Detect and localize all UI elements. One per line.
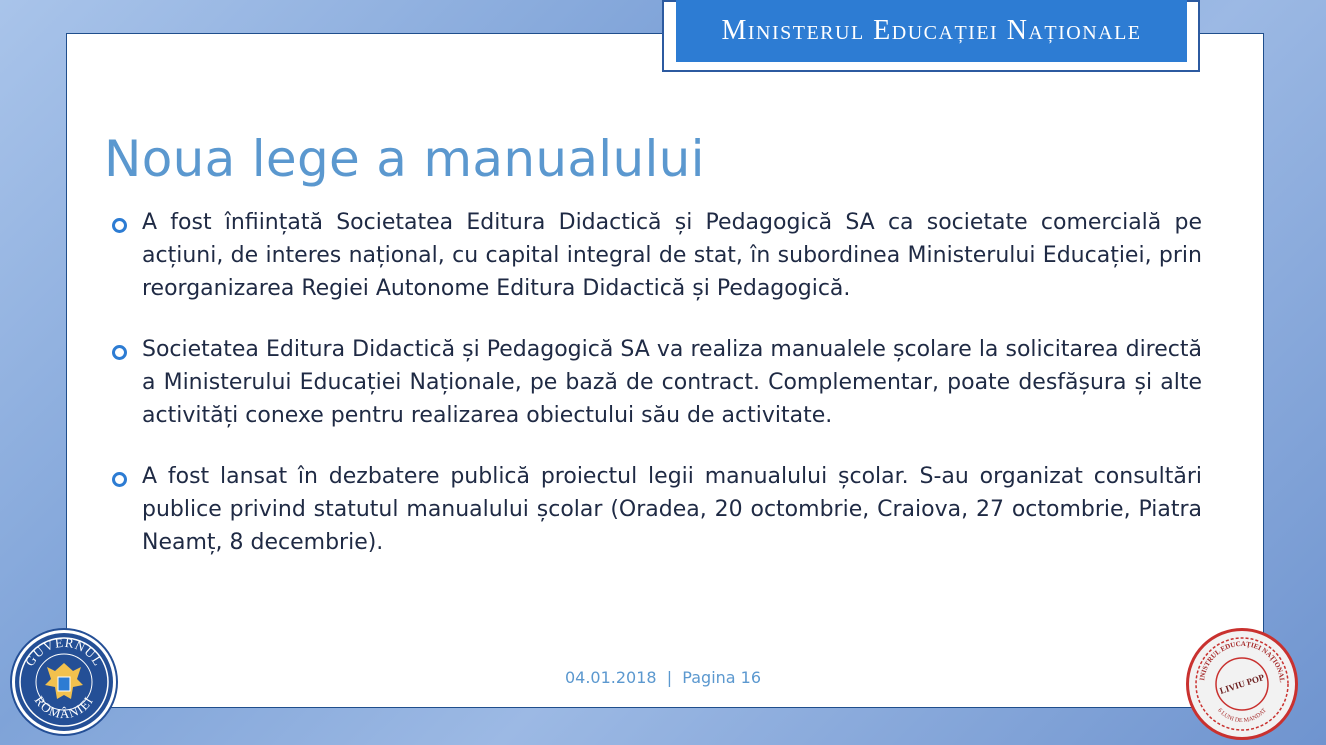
list-item xyxy=(112,333,1202,432)
svg-text:GUVERNUL: GUVERNUL xyxy=(21,634,107,669)
list-item xyxy=(112,460,1202,559)
bullet-text: A fost înființată Societatea Editura Didactică și Pedagogică SA ca societate comercială pe acțiuni, de interes național, cu capital integral de stat, în subordinea Ministerului Educației, prin reorganizarea Regiei Autonome Editura Didactică și Pedagogică. xyxy=(142,210,1202,301)
government-seal-logo xyxy=(12,630,116,734)
stamp-emblem-icon xyxy=(1189,631,1295,737)
list-item xyxy=(112,206,1202,305)
svg-text:ROMÂNIEI: ROMÂNIEI xyxy=(31,693,97,722)
circle-bullet-icon xyxy=(112,218,127,233)
circle-bullet-icon xyxy=(112,345,127,360)
bullet-text: Societatea Editura Didactică și Pedagogică SA va realiza manualele școlare la solicitarea directă a Ministerului Educației Naționale, pe bază de contract. Complementar, poate desfășura și alte activități conexe pentru realizarea obiectului său de activitate. xyxy=(142,337,1202,428)
ministry-header xyxy=(676,0,1187,62)
svg-text:6 LUNI DE MANDAT: 6 LUNI DE MANDAT xyxy=(1216,707,1268,725)
ministry-stamp-logo xyxy=(1186,628,1298,740)
svg-text:MINISTRUL EDUCAȚIEI NAȚIONALE: INISTRUL EDUCAȚIEI NAȚIONAL xyxy=(1198,639,1287,683)
svg-text:LIVIU POP: LIVIU POP xyxy=(1218,672,1266,696)
ministry-title: Ministerul Educației Naționale xyxy=(721,15,1142,46)
seal-emblem-icon xyxy=(15,633,113,731)
circle-bullet-icon xyxy=(112,472,127,487)
bullet-list xyxy=(112,206,1202,587)
slide-footer: 04.01.2018 | Pagina 16 xyxy=(564,668,762,687)
bullet-text: A fost lansat în dezbatere publică proiectul legii manualului școlar. S-au organizat consultări publice privind statutul manualului școlar (Oradea, 20 octombrie, Craiova, 27 octombrie, Piatra Neamț, 8 decembrie). xyxy=(142,464,1202,555)
page-title: Noua lege a manualului xyxy=(104,130,705,188)
